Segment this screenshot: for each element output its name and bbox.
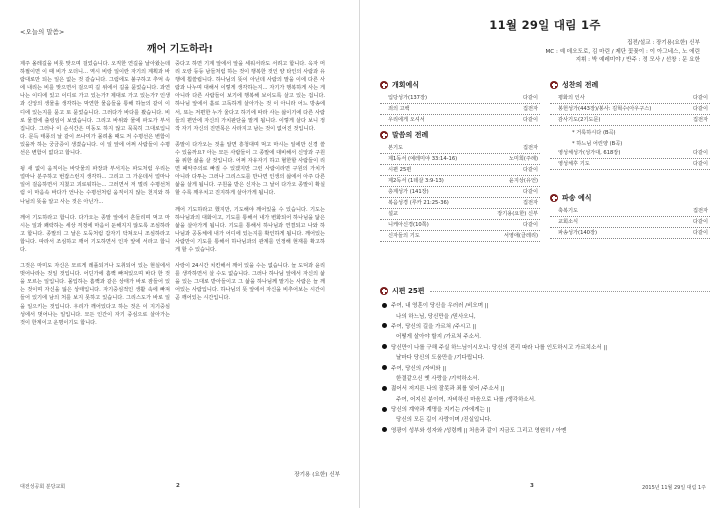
order-row xyxy=(380,198,540,209)
section-heading xyxy=(550,80,710,90)
order-row xyxy=(380,165,540,176)
order-leader: 집전자 xyxy=(522,200,538,206)
bullet-dot-icon xyxy=(382,407,387,412)
order-leader: 노미희(주례) xyxy=(508,156,538,162)
order-leader: 다같이 xyxy=(522,167,538,173)
order-row xyxy=(380,143,540,154)
credit-line: MC : 예 데오도로, 김 마린 / 제단 꽃꽂이 : 이 아그네스, 노 에린 xyxy=(545,48,700,55)
order-item: 제2독서 (1데살 3:9-13) xyxy=(388,178,444,184)
order-item: 영성체후 기도 xyxy=(558,161,590,167)
order-leader: 다같이 xyxy=(522,222,538,228)
cross-icon xyxy=(380,287,388,295)
psalm-line xyxy=(382,321,712,331)
psalm-line-text: 나의 하느님, 당신만을 /믿사오니, xyxy=(396,313,476,320)
service-credits xyxy=(380,39,700,65)
order-row xyxy=(550,159,710,170)
psalm-line xyxy=(382,362,712,372)
psalm-line-text: 당신의 계약과 계명을 지키는 /자에게는 || xyxy=(391,407,491,414)
order-item: 층계성가 (141장) xyxy=(388,189,429,195)
psalm-heading-label: 시편 25편 xyxy=(392,287,425,295)
psalm-heading xyxy=(380,286,710,296)
order-row xyxy=(550,228,710,239)
order-item: 교회소식 xyxy=(558,219,579,225)
order-row xyxy=(380,104,540,115)
section-heading xyxy=(380,130,540,140)
section-heading-label: 개회예식 xyxy=(392,81,420,89)
order-row xyxy=(380,231,540,242)
essay-paragraph: 종말이 다가오는 것을 알면 흥청대며 먹고 마시는 일에만 신경 쓸 수 있을까요? 아는 모든 사람들이 그 종말에 대비해서 신앙과 구원을 위한 삶을 살 것입니다. 어쩌 자유자기 하고 혈한할 사람들이 리면 패악주의로 빠질 수 있겠지만 그런 사람이라면 구원의 가치가 아니라 다투는 그러나 그리스도를 만나면 인생의 삶에서 아주 다른 삶을 살게 됩니다. 구원을 받은 신자는 그 날이 다가오 종말이 확실할 수록 깨우치고 진지하게 살아가게 됩니다. xyxy=(175,141,325,197)
psalm-line xyxy=(382,394,712,404)
psalm-line xyxy=(382,404,712,414)
psalm-line-text: 주여, 당신의 길을 가르쳐 /주시고 || xyxy=(391,323,477,330)
cross-icon xyxy=(380,131,388,139)
section-heading-label: 파송 예식 xyxy=(562,194,592,202)
prayer-note: * 거룩하시다 (B곡) xyxy=(572,130,616,136)
psalm-line-text: 날마다 당신의 도움만을 /기다립니다. xyxy=(396,355,485,362)
order-leader: 다같이 xyxy=(692,150,708,156)
essay-paragraph: 제주 올레길을 비롯 맞으며 걸었습니다. 오직한 연길을 날아왔는데 하필이면 이 때 비가 오더니... 역시 비랑 일이란 자기의 계획과 바람대로만 되는 일은 없는 것 같습니다. 그럼에도 불구하고 추억 속에 내리는 비를 맞으면서 걸으며 길 위에서 길을 묻었습니다. 과연 나는 이디에 있고 이디로 가고 있는가? 제대로 가고 있는가? 인생과 신앙의 생물을 생각하는 막연한 물음들을 통해 하늘의 같이 이디에 있는지를 묻고 또 묻었습니다. 그러다가 바다를 봤습니다. 비로 물결에 출렁임이 보였습니다. 그리고 바위와 물에 파도가 부서집니다. 그러나 이 순식간은 미동도 하지 않고 묵묵히 그대로입니다. 문득 태풍의 날 같이 쓰나미가 몰려올 때도 저 수평선은 변함이 있을까 하는 궁금증이 생겼습니다. 이 일 앞에 어쩌 사람들이 수평선은 변함이 없다고 합니다. xyxy=(20,61,170,157)
psalm-line xyxy=(382,310,712,320)
footer-date: 2015년 11월 29일 대림 1주 xyxy=(642,485,706,491)
order-item: 감사기도(2기도문) xyxy=(558,117,601,123)
order-leader: 다같이 xyxy=(522,117,538,123)
order-item: 죄의 고백 xyxy=(388,106,410,112)
essay-paragraph: 사랑이 24시간 치킨해서 깨어 있을 수는 없습니다. 늘 도덕과 윤리를 생각하면서 살 수도 없습니다. 그러나 하나님 앞에서 자신의 삶을 있는 그대로 받아들이고 그 삶을 하나님께 맡기는 사람은 늘 깨어있는 사람입니다. 하나님의 뜻 앞에서 자신을 비추어보는 시간이 곧 깨어있는 시간입니다. xyxy=(175,263,325,302)
order-leader: 다같이 xyxy=(522,95,538,101)
order-item: 설교 xyxy=(388,211,399,217)
essay-paragraph: 그것은 마미도 자신은 모르게 레플되거나 도취되어 있는 현실에서 벗어나라는 것일 것입니다. 어딘가에 흠뻑 빠져있으며 바다 한 것을 모르는 일입니다. 몰입하는 흠뻑과 같은 상태가 바로 잠들어 있는 것이며 자신을 잃은 상태입니다. 자기중심적인 생활 속에 빠져들어 있기에 남의 처를 보지 못하고 있습니다. 그리스도가 바로 일을 일으키는 것입니다. 우리가 깨어있다고 하는 것은 이 지기중심성에서 벗어나는 일입니다. 모든 인간이 자기 중심으로 살아가는 것이 한계이고 운명이기도 합니다. xyxy=(20,263,170,326)
order-row xyxy=(380,154,540,165)
order-leader: 집전자 xyxy=(522,145,538,151)
order-row xyxy=(380,220,540,231)
order-item: 복음성경 (루카 21:25-36) xyxy=(388,200,449,206)
order-leader: 다같이 xyxy=(522,189,538,195)
psalm-line xyxy=(382,331,712,341)
page-number: 3 xyxy=(530,483,534,489)
psalm-line xyxy=(382,425,712,435)
psalm-line-text: 젊어서 저지른 나의 잘못과 죄를 잊어 /주소서 || xyxy=(391,386,505,393)
cross-icon xyxy=(380,81,388,89)
order-leader: 서영애(클레리) xyxy=(503,233,538,239)
section-word xyxy=(380,130,540,242)
cross-icon xyxy=(550,81,558,89)
order-leader: 다같이 xyxy=(692,161,708,167)
bullet-dot-icon xyxy=(382,344,387,349)
section-heading xyxy=(380,80,540,90)
bullet-dot-icon xyxy=(382,427,387,432)
order-item: 니케아신경(10쪽) xyxy=(388,222,429,228)
essay-paragraph: 중다고 하면 기계 앞에서 앞을 세워서라도 서려고 합니다. 옥자 머리 오랑 등등 남들처럼 하는 것이 행복한 것인 양 타인의 사람과 유행에 휩쓸립니다. 하나님의 뜻이 아닌데 사람의 말을 이에 다른 사람과 나누며 대해서 이렇게 생각하는지... 자기가 행복하게 사는 게 아니라 다른 사람들이 보기에 행복해 보이도록 살고 있는 겁니다. 하나님 앞에서 홀로 고독하게 살아가는 것 이 아니라 어느 방송에서, 또는 저편한 누가 울다고 하기에 따라 사는 삶이기에 다른 사람들의 편안에 자신의 가치판단을 맡게 됩니다. 이렇게 살다 보니 정작 자기 자신의 진면목은 사라지고 남는 것이 없어진 것입니다. xyxy=(175,61,325,132)
essay-column-right xyxy=(175,60,325,311)
order-row xyxy=(380,93,540,104)
order-item: 평화의 인사 xyxy=(558,95,585,101)
order-item: 영성체성가(성가대, 618장) xyxy=(558,150,621,156)
section-heading xyxy=(550,193,710,203)
order-row xyxy=(550,104,710,115)
psalm-line-text: 주여, 내 영혼이 당신을 우러러 /비오며 || xyxy=(391,303,489,310)
order-row xyxy=(550,206,710,217)
section-heading-label: 성찬의 전례 xyxy=(562,81,599,89)
order-leader: 집전자 xyxy=(692,117,708,123)
psalm-line xyxy=(382,300,712,310)
bullet-dot-icon xyxy=(382,386,387,391)
psalm-line-text: 한결같으신 옛 사랑을 /기억하소서. xyxy=(396,375,480,382)
order-row xyxy=(550,93,710,104)
section-heading-label: 말씀의 전례 xyxy=(392,131,429,139)
essay-title: 깨어 기도하라! xyxy=(146,44,213,55)
order-row xyxy=(550,217,710,228)
order-leader: 다같이 xyxy=(692,230,708,236)
order-leader: 집전자 xyxy=(522,106,538,112)
section-dismissal xyxy=(550,193,710,239)
heading-rule xyxy=(430,291,710,292)
psalm-line xyxy=(382,383,712,393)
order-item: 신자들의 기도 xyxy=(388,233,420,239)
order-item: 우리에게 오셔서 xyxy=(388,117,425,123)
order-item: 파송성가(140장) xyxy=(558,230,598,236)
service-title: 11월 29일 대림 1주 xyxy=(489,18,601,32)
order-row xyxy=(380,209,540,220)
bullet-dot-icon xyxy=(382,365,387,370)
essay-column-left xyxy=(20,60,170,335)
prayer-note: * 하느님 어린양 (B곡) xyxy=(572,141,623,147)
order-row xyxy=(550,115,710,126)
section-tag: <오늘의 말씀> xyxy=(20,28,65,36)
order-row xyxy=(380,115,540,126)
order-leader: 다같이 xyxy=(692,95,708,101)
bullet-dot-icon xyxy=(382,323,387,328)
essay-paragraph: 깨어 기도하라고 합니다. 다가오는 종말 앞에서 흔들리며 먹고 마시는 일과 쾌락하는 세상 걱정에 마음이 둔해지지 않도록 조심하라고 합니다. 종말의 그 날은 도둑처럼 갑자기 닥쳐오니 조심하라고 합니다. 따라서 조심하고 깨어 기도하면서 인자 앞에 서라고 합니다. xyxy=(20,214,170,253)
psalm-line xyxy=(382,373,712,383)
order-row xyxy=(380,187,540,198)
order-item: 시편 25편 xyxy=(388,167,412,173)
essay-paragraph: 깨어 기도하라고 했지만, 기도해야 깨어있을 수 있습니다. 기도는 하나님과의 대화이고, 기도를 통해서 내가 변화되어 하나님을 닮은 삶을 살아가게 됩니다. 기도를 통해서 하나님과 연결되고 나와 하나님과 공동체에 내가 어디에 있는지를 확인하게 됩니다. 깨어있는 사람만이 기도를 통해서 하나님과의 관계를 인정해 현재를 확고하게 할 수 있습니다. xyxy=(175,206,325,253)
bullet-dot-icon xyxy=(382,303,387,308)
psalm-line-text: 주여, 당신의 /자비와 || xyxy=(391,365,447,372)
order-leader: 다같이 xyxy=(692,219,708,225)
psalm-line-text: 어떻게 살아야 할지 /가르쳐 주소서. xyxy=(396,334,481,341)
order-row xyxy=(550,148,710,159)
psalm-line xyxy=(382,342,712,352)
order-item: 축복기도 xyxy=(558,208,579,214)
section-gathering xyxy=(380,80,540,126)
right-page xyxy=(360,0,720,508)
order-item: 제1독서 (예레미야 33:14-16) xyxy=(388,156,458,162)
footer-church-name: 대전성공회 분당교회 xyxy=(20,484,66,490)
essay-paragraph: 뒹 새 없이 움직이는 바닷물의 파장과 부서지는 파도처럼 우리는 얼마나 분주하고 번잡스런지 생각하... 그리고 그 가운데서 얼마나 일어 걸음하면서 지쳤고 괴로워하는... 그러면서 저 멀리 수평선처럼 이 마음속 바다가 언나는 수평선처럼 움직이지 않는 천지와 하나님의 뜻을 알고 사는 것은 아닌가... xyxy=(20,166,170,205)
order-item: 봉헌성가(443장)/봉사: 김혁수(아우구스) xyxy=(558,106,652,112)
order-leader: 장기용(요한) 신부 xyxy=(497,211,538,217)
psalm-line-text: 주여, 어지신 분이여, 자비하신 마음으로 나를 /생각하소서. xyxy=(396,396,536,403)
psalm-text xyxy=(382,300,712,435)
credit-line: 집전/설교 : 장기용(요한) 신부 xyxy=(627,40,700,46)
psalm-line-text: 당신만이 나를 구해 주실 하느님이시오니: 당신의 진리 따라 나를 인도하시고 가르치소서 || xyxy=(391,344,608,351)
order-item: 입당성가(137장) xyxy=(388,95,428,101)
psalm-line xyxy=(382,414,712,424)
order-leader: 윤지상(유언) xyxy=(508,178,538,184)
psalm-line-text: 당신의 모든 길이 사랑이며 /진실입니다. xyxy=(396,417,492,424)
order-row xyxy=(380,176,540,187)
psalm-line-text: 영광이 성부와 성자와 /성령께 || 처음과 같이 지금도 그리고 영원히 / 아멘 xyxy=(391,427,567,434)
credit-line: 지휘 : 박 예레미야 / 반주 : 정 모사 / 선창 : 문 요한 xyxy=(575,57,700,64)
order-leader: 다같이 xyxy=(692,106,708,112)
section-sacrament xyxy=(550,80,710,170)
order-leader: 집전자 xyxy=(692,208,708,214)
cross-icon xyxy=(550,194,558,202)
author-signature: 장기용 (요한) 신부 xyxy=(294,472,340,478)
psalm-line xyxy=(382,352,712,362)
order-item: 본기도 xyxy=(388,145,404,151)
page-number: 2 xyxy=(176,483,180,489)
